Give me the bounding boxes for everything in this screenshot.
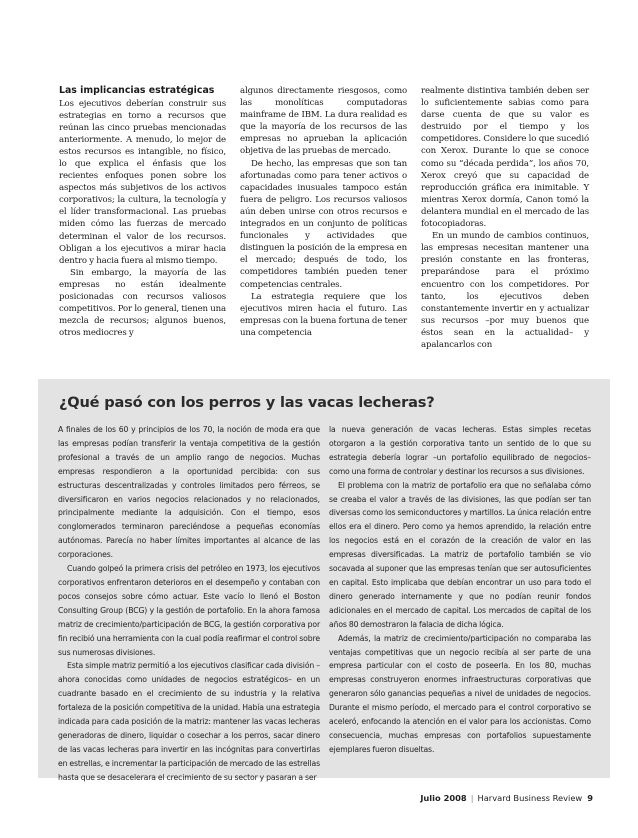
sidebar-column-2 [329, 423, 591, 757]
sidebar-title: ¿Qué pasó con los perros y las vacas lecheras? [59, 394, 435, 411]
article-paragraph: En un mundo de cambios continuos, las empresas necesitan mantener una presión constante en las fronteras, preparándose para el próximo encuentro con los competidores. Por tanto, los ejecutivos deben constantemente invertir en y actualizar sus recursos –por muy buenos que éstos sean en la actualidad– y apalancarlos con [421, 231, 589, 350]
article-paragraph: realmente distintiva también deben ser lo suficientemente sabias como para darse cuenta de que su valor es destruido por el tiempo y los competidores. Considere lo que sucedió con Xerox. Durante lo que se conoce como su “década perdida”, los años 70, Xerox creyó que su capacidad de reproducción gráfica era inimitable. Y mientras Xerox dormía, Canon tomó la delantera mundial en el mercado de las fotocopiadoras. [421, 86, 589, 230]
article-column-3 [421, 85, 589, 351]
sidebar-paragraph: Además, la matriz de crecimiento/participación no comparaba las ventajas competitivas que un negocio recibía al ser parte de una empresa particular con el costo de poseerla. En los 80, muchas empresas construyeron enormes infraestructuras corporativas que generaron sólo ganancias pequeñas a nivel de unidades de negocios. Durante el mismo período, el mercado para el control corporativo se aceleró, enfocando la atención en el valor para los accionistas. Como consecuencia, muchas empresas con portafolios supuestamente ejemplares fueron disueltas. [329, 633, 591, 754]
page-footer [420, 793, 593, 803]
article-paragraph: De hecho, las empresas que son tan afortunadas como para tener activos o capacidades inusuales tampoco están fuera de peligro. Los recursos valiosos aún deben unirse con otros recursos e integrados en un conjunto de políticas funcionales y actividades que distinguen la posición de la empresa en el mercado; después de todo, los competidores también pueden tener competencias centrales. [240, 158, 407, 290]
issue-date: Julio 2008 [420, 793, 467, 803]
sidebar-paragraph: Cuando golpeó la primera crisis del petróleo en 1973, los ejecutivos corporativos enfrentaron deterioros en el desempeño y contaban con pocos consejos sobre cómo actuar. Este vacío lo llenó el Boston Consulting Group (BCG) y la gestión de portafolio. En la ahora famosa matriz de crecimiento/participación de BCG, la gestión corporativa por fin recibió una herramienta con la cual podía reafirmar el control sobre sus numerosas divisiones. [58, 564, 320, 657]
article-paragraph: Sin embargo, la mayoría de las empresas no están idealmente posicionadas con recursos valiosos competitivos. Por lo general, tienen una mezcla de recursos; algunos buenos, otros mediocres y [59, 267, 226, 339]
sidebar-box [38, 379, 610, 782]
article-paragraph: Los ejecutivos deberían construir sus estrategias en torno a recursos que reúnan las cinco pruebas mencionadas anteriormente. A menudo, lo mejor de estos recursos es intangible, no físico, lo que explica el énfasis que los recientes enfoques ponen sobre los aspectos más subjetivos de los activos corporativos; la cultura, la tecnología y el líder transformacional. Las pruebas miden cómo las fuerzas de mercado determinan el valor de los recursos. Obligan a los ejecutivos a mirar hacia dentro y hacia fuera al mismo tiempo. [59, 98, 226, 266]
sidebar-paragraph: El problema con la matriz de portafolio era que no señalaba cómo se creaba el valor a través de las divisiones, las que podían ser tan diversas como los semiconductores y martillos. La única relación entre ellos era el dinero. Pero como ya hemos aprendido, la relación entre los negocios está en el corazón de la creación de valor en las empresas diversificadas. La matriz de portafolio también se vio socavada al suponer que las empresas tenían que ser autosuficientes en capital. Esto implicaba que debían encontrar un uso para todo el dinero generado internamente y que no podían reunir fondos adicionales en el mercado de capital. Los mercados de capital de los años 80 demostraron la falacia de dicha lógica. [329, 480, 591, 629]
article-column-1 [59, 85, 226, 339]
publication-name: Harvard Business Review [477, 793, 583, 803]
section-subhead: Las implicancias estratégicas [59, 85, 215, 96]
page-number: 9 [587, 793, 593, 803]
sidebar-paragraph: la nueva generación de vacas lecheras. Estas simples recetas otorgaron a la gestión corporativa tanto un sentido de lo que su estrategia debería lograr –un portafolio equilibrado de negocios– como una forma de controlar y destinar los recursos a sus divisiones. [329, 425, 591, 476]
article-body [59, 85, 589, 355]
footer-separator: | [470, 793, 474, 803]
article-column-2 [240, 85, 407, 339]
sidebar-paragraph: A finales de los 60 y principios de los 70, la noción de moda era que las empresas podían transferir la ventaja competitiva de la gestión profesional a través de un amplio rango de negocios. Muchas empresas respondieron a la oportunidad percibida: con sus estructuras descentralizadas y controles limitados pero férreos, se diversificaron en varios negocios relacionados y no relacionados, principalmente mediante la adquisición. Con el tiempo, esos conglomerados terminaron pareciéndose a pequeñas economías autónomas. Parecía no haber límites importantes al alcance de las corporaciones. [58, 425, 320, 560]
article-paragraph: La estrategia requiere que los ejecutivos miren hacia el futuro. Las empresas con la buena fortuna de tener una competencia [240, 291, 407, 338]
article-paragraph: algunos directamente riesgosos, como las monolíticas computadoras mainframe de IBM. La dura realidad es que la mayoría de los recursos de las empresas no aprueban la aplicación objetiva de las pruebas de mercado. [240, 86, 407, 157]
sidebar-paragraph: Esta simple matriz permitió a los ejecutivos clasificar cada división –ahora conocidas como unidades de negocios estratégicos– en un cuadrante basado en el crecimiento de su industria y la relativa fortaleza de la posición competitiva de la unidad. Había una estrategia indicada para cada posición de la matriz: mantener las vacas lecheras generadoras de dinero, liquidar o cosechar a los perros, sacar dinero de las vacas lecheras para invertir en las incógnitas para convertirlas en estrellas, e incrementar la participación de mercado de las estrellas hasta que se desacelerara el crecimiento de su sector y pasaran a ser [58, 661, 320, 782]
sidebar-column-1 [58, 423, 320, 785]
